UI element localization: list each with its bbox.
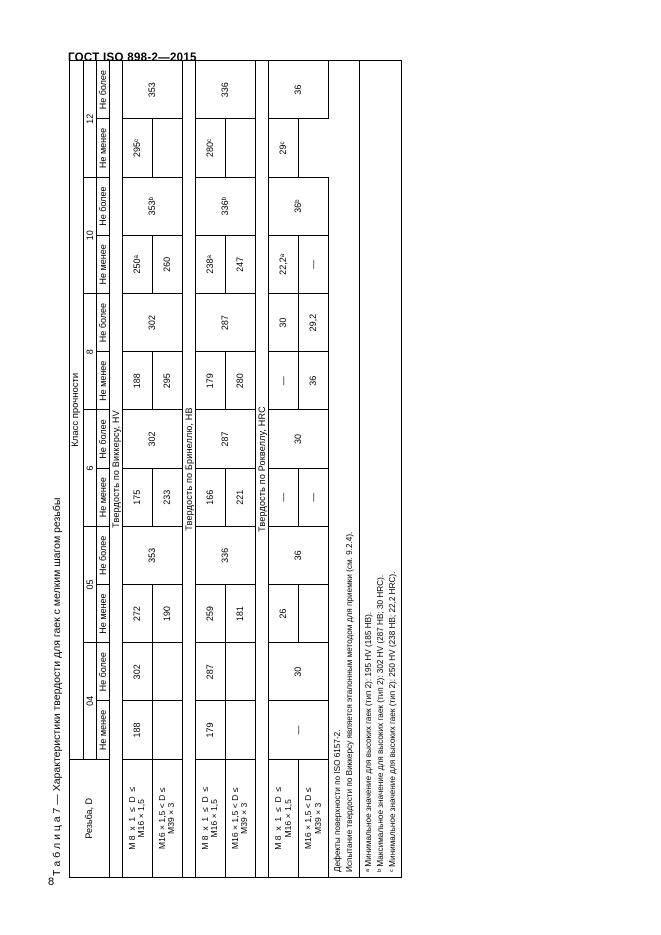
section-header-brinell [182, 60, 195, 877]
minmax-max-8: Не более [96, 293, 109, 351]
page-header: ГОСТ ISO 898-2—2015 [68, 52, 197, 64]
cell: 272 [122, 584, 152, 642]
cell: 280 [225, 351, 255, 409]
section-title-hv: Твердость по Виккерсу, HV [109, 60, 122, 877]
hardness-table [69, 60, 329, 878]
cell: 181 [225, 584, 255, 642]
cell: 29ᶜ [268, 118, 298, 176]
cell: 166 [195, 468, 225, 526]
cell: — [268, 351, 298, 409]
row-thread-label: M 8 x 1 ≤ D ≤ M16 × 1,5 [195, 759, 225, 877]
cell: 302 [122, 642, 152, 700]
cell: 190 [152, 584, 182, 642]
table-header-row-class [69, 60, 83, 877]
cell: 287 [195, 409, 255, 467]
page-number: 8 [48, 876, 55, 888]
table-title: Т а б л и ц а 7 — Характеристики твердости для гаек с мелким шагом резьбы [50, 497, 63, 876]
note-line: Испытание твердости по Виккерсу является эталонным методом для приемки (см. 9.2.4). [344, 531, 354, 872]
section-header-vickers [109, 60, 122, 877]
class-05: 05 [83, 526, 96, 642]
table-header-row-classnums [83, 60, 96, 877]
cell: 302 [122, 409, 182, 467]
cell: 238ᵃ [195, 235, 225, 293]
cell: 336 [195, 526, 255, 584]
section-title-hrc: Твердость по Роквеллу, HRC [255, 60, 268, 877]
cell [152, 642, 182, 700]
cell: 188 [122, 700, 152, 758]
footnote-b: ᵇ Максимальное значение для высоких гаек (тип 2): 302 HV (287 HB; 30 HRC). [375, 574, 385, 872]
cell: 36ᵇ [268, 177, 328, 235]
table-row [122, 60, 152, 877]
class-12: 12 [83, 60, 96, 177]
cell: 336 [195, 60, 255, 118]
cell: — [268, 468, 298, 526]
cell: 295 [152, 351, 182, 409]
cell: 36 [268, 526, 328, 584]
cell: 30 [268, 293, 298, 351]
table-row [268, 60, 298, 877]
cell: 336ᵇ [195, 177, 255, 235]
row-thread-label: M16 × 1,5 < D ≤ M39 × 3 [298, 759, 328, 877]
cell: — [298, 235, 328, 293]
cell: 260 [152, 235, 182, 293]
minmax-min-6: Не менее [96, 468, 109, 526]
cell: 233 [152, 468, 182, 526]
cell: 295ᶜ [122, 118, 152, 176]
cell: 26 [268, 584, 298, 642]
minmax-min-8: Не менее [96, 351, 109, 409]
cell: 247 [225, 235, 255, 293]
cell: 29,2 [298, 293, 328, 351]
cell: 30 [268, 409, 328, 467]
note-line: Дефекты поверхности по ISO 6157-2. [332, 728, 342, 872]
cell [225, 118, 255, 176]
cell: 179 [195, 700, 225, 758]
cell: 353ᵇ [122, 177, 182, 235]
rotated-table-inner [51, 58, 611, 878]
section-header-rockwell [255, 60, 268, 877]
minmax-max-12: Не более [96, 60, 109, 118]
cell: 36 [268, 60, 328, 118]
cell [298, 584, 328, 642]
row-thread-label: M 8 x 1 ≤ D ≤ M16 × 1,5 [268, 759, 298, 877]
cell: — [268, 700, 328, 758]
cell: 22,2ᵃ [268, 235, 298, 293]
cell: 280ᶜ [195, 118, 225, 176]
cell: 30 [268, 642, 328, 700]
cell: 250ᵃ [122, 235, 152, 293]
cell [152, 118, 182, 176]
minmax-max-6: Не более [96, 409, 109, 467]
cell: 259 [195, 584, 225, 642]
minmax-min-12: Не менее [96, 118, 109, 176]
cell: — [298, 468, 328, 526]
cell: 287 [195, 642, 225, 700]
cell: 175 [122, 468, 152, 526]
minmax-max-05: Не более [96, 526, 109, 584]
table-header-row-minmax [96, 60, 109, 877]
table-notes [329, 60, 360, 878]
row-thread-label: M16 × 1,5 < D ≤ M39 × 3 [225, 759, 255, 877]
cell: 188 [122, 351, 152, 409]
minmax-min-04: Не менее [96, 700, 109, 758]
footnote-a: ᵃ Минимальное значение для высоких гаек (тип 2): 195 HV (185 HB). [363, 611, 373, 872]
cell [225, 700, 255, 758]
cell: 36 [298, 351, 328, 409]
thread-col-header: Резьба, D [69, 759, 109, 877]
table-footnotes [359, 60, 402, 878]
minmax-max-04: Не более [96, 642, 109, 700]
cell: 353 [122, 526, 182, 584]
cell [152, 700, 182, 758]
row-thread-label: M 8 x 1 ≤ D ≤ M16 × 1,5 [122, 759, 152, 877]
footnote-c: ᶜ Минимальное значение для высоких гаек (тип 2): 250 HV (238 HB; 22,2 HRC). [387, 571, 397, 872]
class-6: 6 [83, 409, 96, 525]
row-thread-label: M16 × 1,5 < D ≤ M39 × 3 [152, 759, 182, 877]
cell: 179 [195, 351, 225, 409]
class-8: 8 [83, 293, 96, 409]
minmax-min-10: Не менее [96, 235, 109, 293]
minmax-max-10: Не более [96, 177, 109, 235]
cell: 302 [122, 293, 182, 351]
cell: 353 [122, 60, 182, 118]
class-10: 10 [83, 177, 96, 293]
minmax-min-05: Не менее [96, 584, 109, 642]
class-header: Класс прочности [69, 60, 83, 759]
class-04: 04 [83, 642, 96, 758]
cell [225, 642, 255, 700]
cell: 221 [225, 468, 255, 526]
cell: 287 [195, 293, 255, 351]
table-row [195, 60, 225, 877]
section-title-hb: Твердость по Бринеллю, HB [182, 60, 195, 877]
